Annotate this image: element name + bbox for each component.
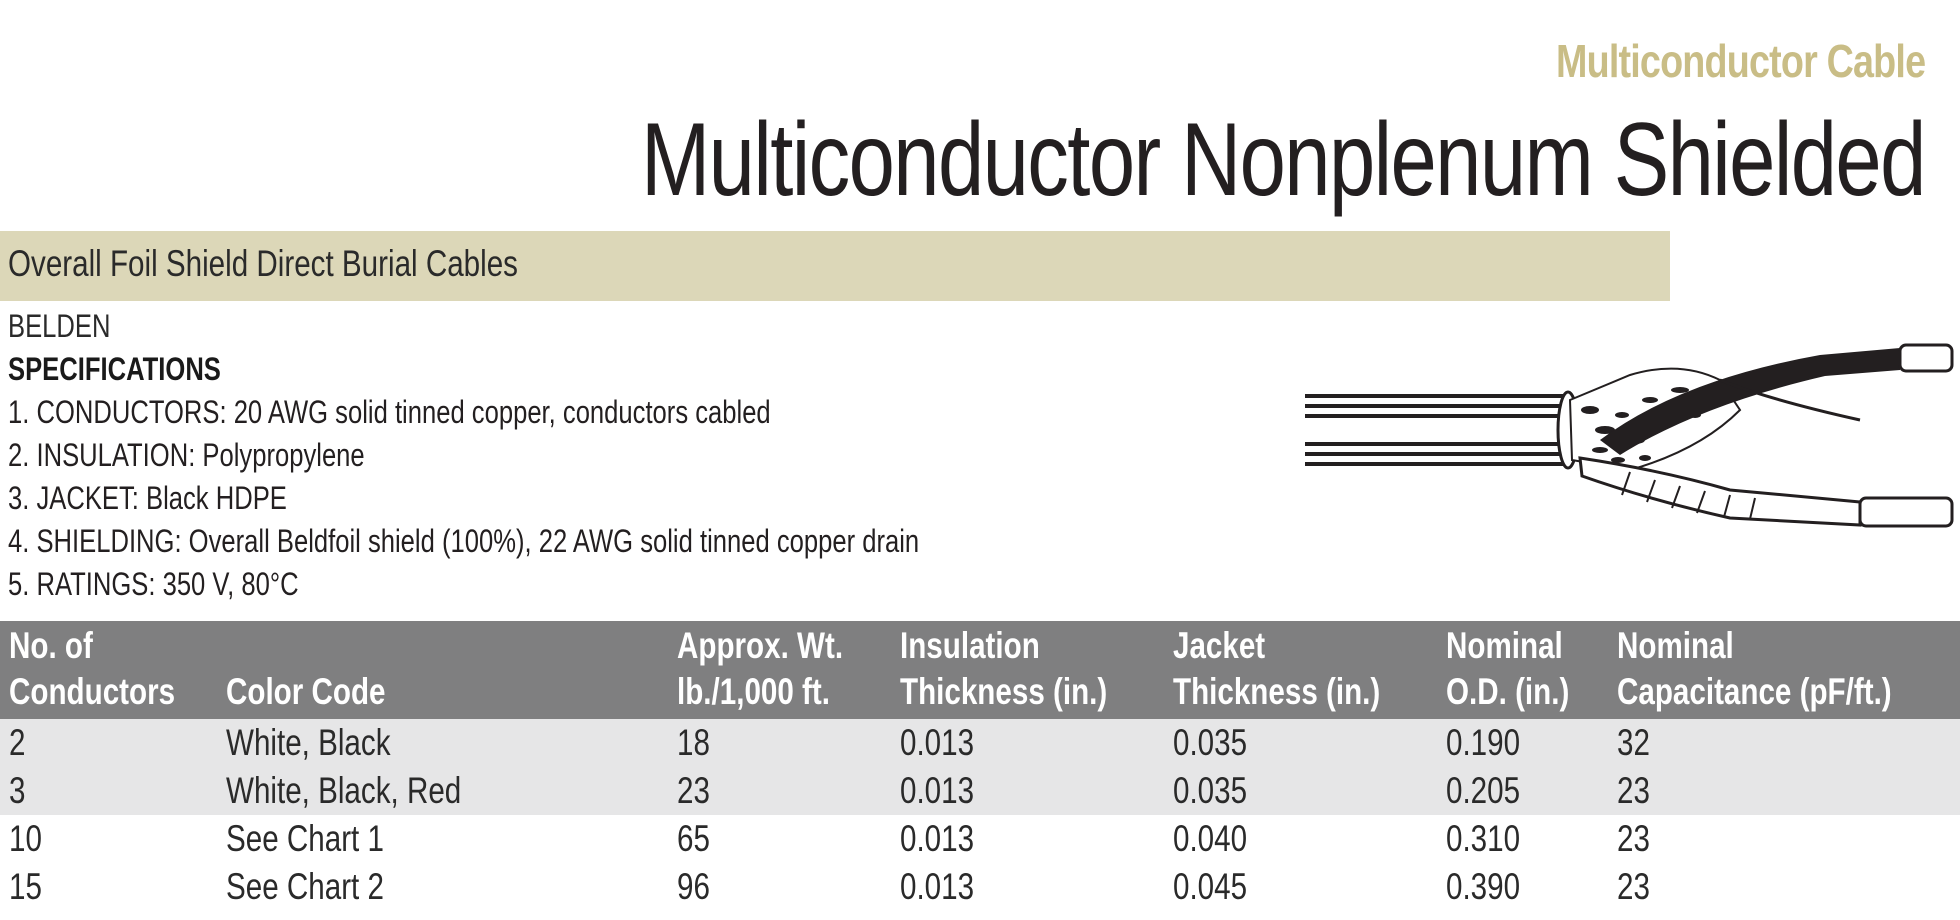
table-cell: 0.035	[1172, 770, 1247, 811]
table-cell: See Chart 2	[225, 866, 384, 907]
table-cell: 0.013	[900, 866, 975, 907]
table-cell: See Chart 1	[225, 818, 384, 859]
table-cell: 3	[9, 770, 26, 811]
category-label: Multiconductor Cable	[1555, 35, 1925, 87]
column-header: Color Code	[225, 671, 386, 712]
table-row	[0, 863, 1960, 911]
specifications-block	[8, 305, 1147, 606]
brand-label: BELDEN	[8, 308, 111, 344]
table-cell: 96	[677, 866, 711, 907]
table-cell: 0.390	[1445, 866, 1520, 907]
table-cell: 0.013	[900, 818, 975, 859]
table-cell: 0.190	[1445, 722, 1520, 763]
table-cell: 23	[1616, 866, 1650, 907]
table-cell: 10	[9, 818, 42, 859]
spec-item: 4. SHIELDING: Overall Beldfoil shield (100%), 22 AWG solid tinned copper drain	[8, 523, 920, 559]
column-header: No. of Conductors	[9, 625, 176, 712]
table-cell: 23	[1616, 818, 1650, 859]
table-cell: 0.013	[900, 770, 975, 811]
table-row	[0, 719, 1960, 767]
table-cell: 2	[9, 722, 26, 763]
section-title: Overall Foil Shield Direct Burial Cables	[8, 243, 518, 284]
column-header: Approx. Wt. lb./1,000 ft.	[677, 625, 844, 712]
table-cell: 0.205	[1445, 770, 1520, 811]
column-header: Insulation Thickness (in.)	[900, 625, 1108, 712]
table-cell: White, Black, Red	[225, 770, 461, 811]
table-cell: 15	[9, 866, 42, 907]
spec-item: 1. CONDUCTORS: 20 AWG solid tinned copper, conductors cabled	[8, 394, 771, 430]
page-title: Multiconductor Nonplenum Shielded	[641, 102, 1925, 218]
table-cell: 32	[1616, 722, 1650, 763]
table-cell: 0.040	[1172, 818, 1247, 859]
table-header-row	[0, 621, 1960, 719]
specifications-heading: SPECIFICATIONS	[8, 351, 221, 387]
table-cell: 23	[1616, 770, 1650, 811]
cable-spec-table	[0, 621, 1960, 911]
table-cell: 0.013	[900, 722, 975, 763]
table-row	[0, 767, 1960, 815]
column-header: Nominal Capacitance (pF/ft.)	[1616, 625, 1892, 712]
spec-item: 5. RATINGS: 350 V, 80°C	[8, 566, 299, 602]
spec-item: 3. JACKET: Black HDPE	[8, 480, 287, 516]
table-row	[0, 815, 1960, 863]
table-cell: White, Black	[225, 722, 391, 763]
column-header: Jacket Thickness (in.)	[1172, 625, 1380, 712]
table-cell: 65	[677, 818, 711, 859]
spec-item: 2. INSULATION: Polypropylene	[8, 437, 365, 473]
table-cell: 0.045	[1172, 866, 1247, 907]
table-cell: 0.035	[1172, 722, 1247, 763]
column-header: Nominal O.D. (in.)	[1445, 625, 1570, 712]
table-cell: 18	[677, 722, 711, 763]
section-band	[0, 231, 1670, 301]
table-cell: 0.310	[1445, 818, 1520, 859]
cable-cross-section-icon	[1300, 320, 1960, 550]
table-cell: 23	[677, 770, 711, 811]
